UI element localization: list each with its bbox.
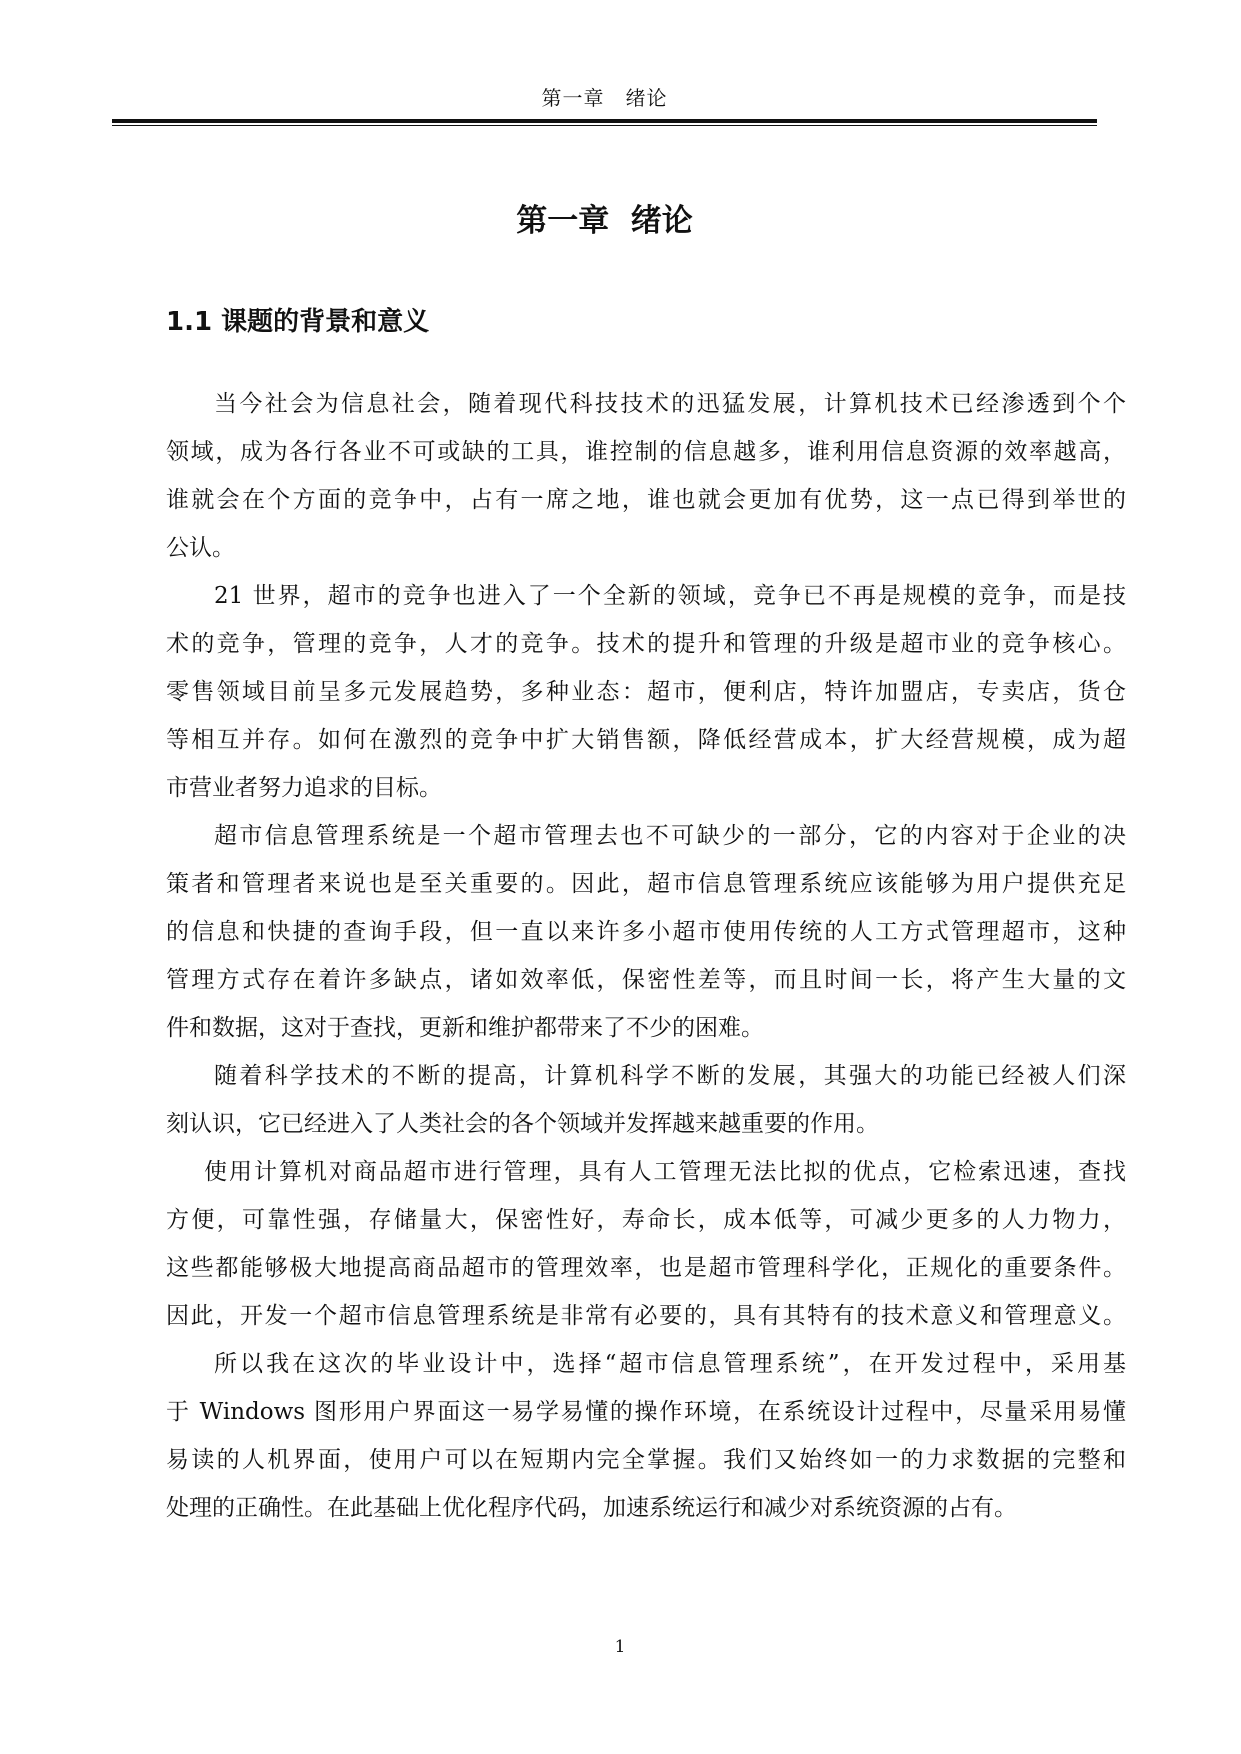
running-head: 第一章 绪论 bbox=[541, 86, 668, 110]
section-heading: 1.1 课题的背景和意义 bbox=[166, 307, 430, 337]
paragraph-3-line-2: 策者和管理者来说也是至关重要的。因此，超市信息管理系统应该能够为用户提供充足 bbox=[166, 871, 1126, 897]
paragraph-5-line-4: 因此，开发一个超市信息管理系统是非常有必要的，具有其特有的技术意义和管理意义。 bbox=[166, 1303, 1126, 1329]
paragraph-6-line-4: 处理的正确性。在此基础上优化程序代码，加速系统运行和减少对系统资源的占有。 bbox=[166, 1495, 1017, 1521]
paragraph-5-line-1: 使用计算机对商品超市进行管理，具有人工管理无法比拟的优点，它检索迅速，查找 bbox=[204, 1159, 1126, 1185]
paragraph-3-line-3: 的信息和快捷的查询手段，但一直以来许多小超市使用传统的人工方式管理超市，这种 bbox=[166, 919, 1126, 945]
paragraph-5-line-2: 方便，可靠性强，存储量大，保密性好，寿命长，成本低等，可减少更多的人力物力， bbox=[166, 1207, 1126, 1233]
paragraph-3-line-4: 管理方式存在着许多缺点，诸如效率低，保密性差等，而且时间一长，将产生大量的文 bbox=[166, 967, 1126, 993]
paragraph-2-line-1: 21 世界，超市的竞争也进入了一个全新的领域，竞争已不再是规模的竞争，而是技 bbox=[214, 583, 1126, 609]
paragraph-2-line-5: 市营业者努力追求的目标。 bbox=[166, 775, 442, 801]
paragraph-3-line-1: 超市信息管理系统是一个超市管理去也不可缺少的一部分，它的内容对于企业的决 bbox=[214, 823, 1126, 849]
paragraph-6-line-2: 于 Windows 图形用户界面这一易学易懂的操作环境，在系统设计过程中，尽量采用易懂 bbox=[166, 1399, 1126, 1425]
paragraph-2-line-3: 零售领域目前呈多元发展趋势，多种业态：超市，便利店，特许加盟店，专卖店，货仓 bbox=[166, 679, 1126, 705]
header-rule-thick bbox=[112, 119, 1097, 123]
paragraph-1-line-3: 谁就会在个方面的竞争中，占有一席之地，谁也就会更加有优势，这一点已得到举世的 bbox=[166, 487, 1126, 513]
paragraph-5-line-3: 这些都能够极大地提高商品超市的管理效率，也是超市管理科学化，正规化的重要条件。 bbox=[166, 1255, 1126, 1281]
paragraph-2-line-4: 等相互并存。如何在激烈的竞争中扩大销售额，降低经营成本，扩大经营规模，成为超 bbox=[166, 727, 1126, 753]
page-header bbox=[112, 84, 1097, 130]
body-text bbox=[166, 380, 1126, 1532]
chapter-title: 第一章 绪论 bbox=[516, 203, 693, 239]
paragraph-2-line-2: 术的竞争，管理的竞争，人才的竞争。技术的提升和管理的升级是超市业的竞争核心。 bbox=[166, 631, 1126, 657]
paragraph-4-line-2: 刻认识，它已经进入了人类社会的各个领域并发挥越来越重要的作用。 bbox=[166, 1111, 879, 1137]
page-number: 1 bbox=[614, 1637, 626, 1657]
paragraph-4-line-1: 随着科学技术的不断的提高，计算机科学不断的发展，其强大的功能已经被人们深 bbox=[214, 1063, 1126, 1089]
paragraph-1-line-2: 领域，成为各行各业不可或缺的工具，谁控制的信息越多，谁利用信息资源的效率越高， bbox=[166, 439, 1126, 465]
paragraph-6-line-1: 所以我在这次的毕业设计中，选择“超市信息管理系统”，在开发过程中，采用基 bbox=[214, 1351, 1126, 1377]
paragraph-1-line-1: 当今社会为信息社会，随着现代科技技术的迅猛发展，计算机技术已经渗透到个个 bbox=[214, 391, 1126, 417]
paragraph-3-line-5: 件和数据，这对于查找，更新和维护都带来了不少的困难。 bbox=[166, 1015, 764, 1041]
paragraph-6-line-3: 易读的人机界面，使用户可以在短期内完全掌握。我们又始终如一的力求数据的完整和 bbox=[166, 1447, 1126, 1473]
paragraph-1-line-4: 公认。 bbox=[166, 535, 235, 561]
header-rule-thin bbox=[112, 125, 1097, 126]
